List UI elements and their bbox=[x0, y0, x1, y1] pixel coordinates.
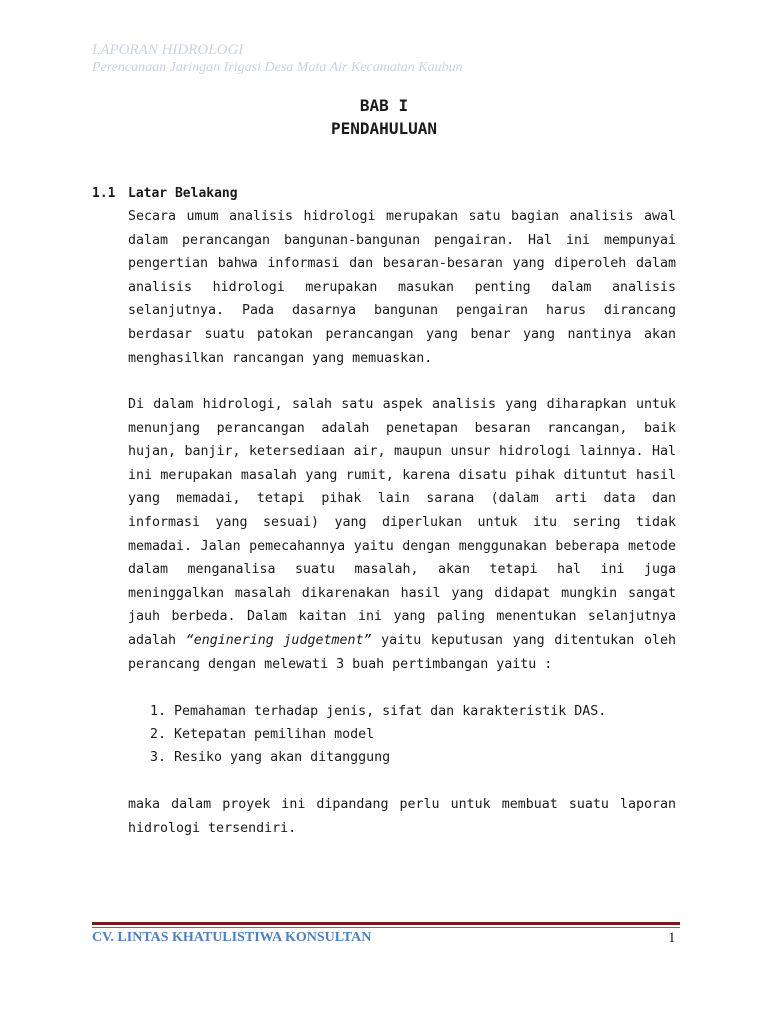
paragraph-3: maka dalam proyek ini dipandang perlu untuk membuat suatu laporan hidrologi tersendiri. bbox=[128, 797, 676, 836]
paragraph-2-text-b: yaitu keputusan yang ditentukan oleh perancang dengan melewati 3 buah pertimbangan yaitu : bbox=[128, 632, 677, 672]
emphasis-term: “enginering judgetment” bbox=[185, 632, 372, 648]
list-item bbox=[150, 723, 606, 746]
list-item bbox=[150, 746, 606, 769]
chapter-number: BAB I bbox=[359, 96, 409, 115]
footer-company: CV. LINTAS KHATULISTIWA KONSULTAN bbox=[92, 930, 372, 945]
section-heading bbox=[92, 186, 238, 201]
header-subtitle: Perencanaan Jaringan Irigasi Desa Mata Air Kecamatan Kaubun bbox=[92, 60, 463, 75]
list-number: 2. bbox=[150, 727, 167, 742]
considerations-list bbox=[150, 700, 606, 769]
chapter-title: PENDAHULUAN bbox=[331, 119, 437, 138]
running-header bbox=[92, 42, 463, 76]
list-text: Resiko yang akan ditanggung bbox=[174, 750, 391, 765]
list-number: 3. bbox=[150, 750, 167, 765]
section-title: Latar Belakang bbox=[128, 186, 238, 201]
page-number: 1 bbox=[668, 930, 676, 946]
header-title: LAPORAN HIDROLOGI bbox=[92, 42, 244, 58]
paragraph-2 bbox=[128, 393, 676, 676]
list-item bbox=[150, 700, 606, 723]
section-number: 1.1 bbox=[92, 186, 116, 201]
list-number: 1. bbox=[150, 704, 167, 719]
list-text: Ketepatan pemilihan model bbox=[174, 727, 375, 742]
paragraph-2-text-a: Di dalam hidrologi, salah satu aspek analisis yang diharapkan untuk menunjang perancangan adalah penetapan besaran rancangan, baik hujan, banjir, ketersediaan air, maupun unsur hidrologi lainnya. Hal ini merupakan masalah yang rumit, karena disatu pihak dituntut hasil yang memadai, tetapi pihak lain sarana (dalam arti data dan informasi yang sesuai) yang diperlukan untuk itu sering tidak memadai. Jalan pemecahannya yaitu dengan menggunakan beberapa metode dalam menganalisa suatu masalah, akan tetapi hal ini juga meninggalkan masalah dikarenakan hasil yang didapat mungkin sangat jauh berbeda. Dalam kaitan ini yang paling menentukan selanjutnya adalah bbox=[128, 397, 676, 648]
footer-divider bbox=[92, 922, 680, 928]
paragraph-1: Secara umum analisis hidrologi merupakan satu bagian analisis awal dalam perancangan bangunan-bangunan pengairan. Hal ini mempunyai pengertian bahwa informasi dan besaran-besaran yang diperoleh dalam analisis hidrologi merupakan masukan penting dalam analisis selanjutnya. Pada dasarnya bangunan pengairan harus dirancang berdasar suatu patokan perancangan yang benar yang nantinya akan menghasilkan rancangan yang memuaskan. bbox=[128, 209, 676, 366]
list-text: Pemahaman terhadap jenis, sifat dan karakteristik DAS. bbox=[174, 704, 607, 719]
